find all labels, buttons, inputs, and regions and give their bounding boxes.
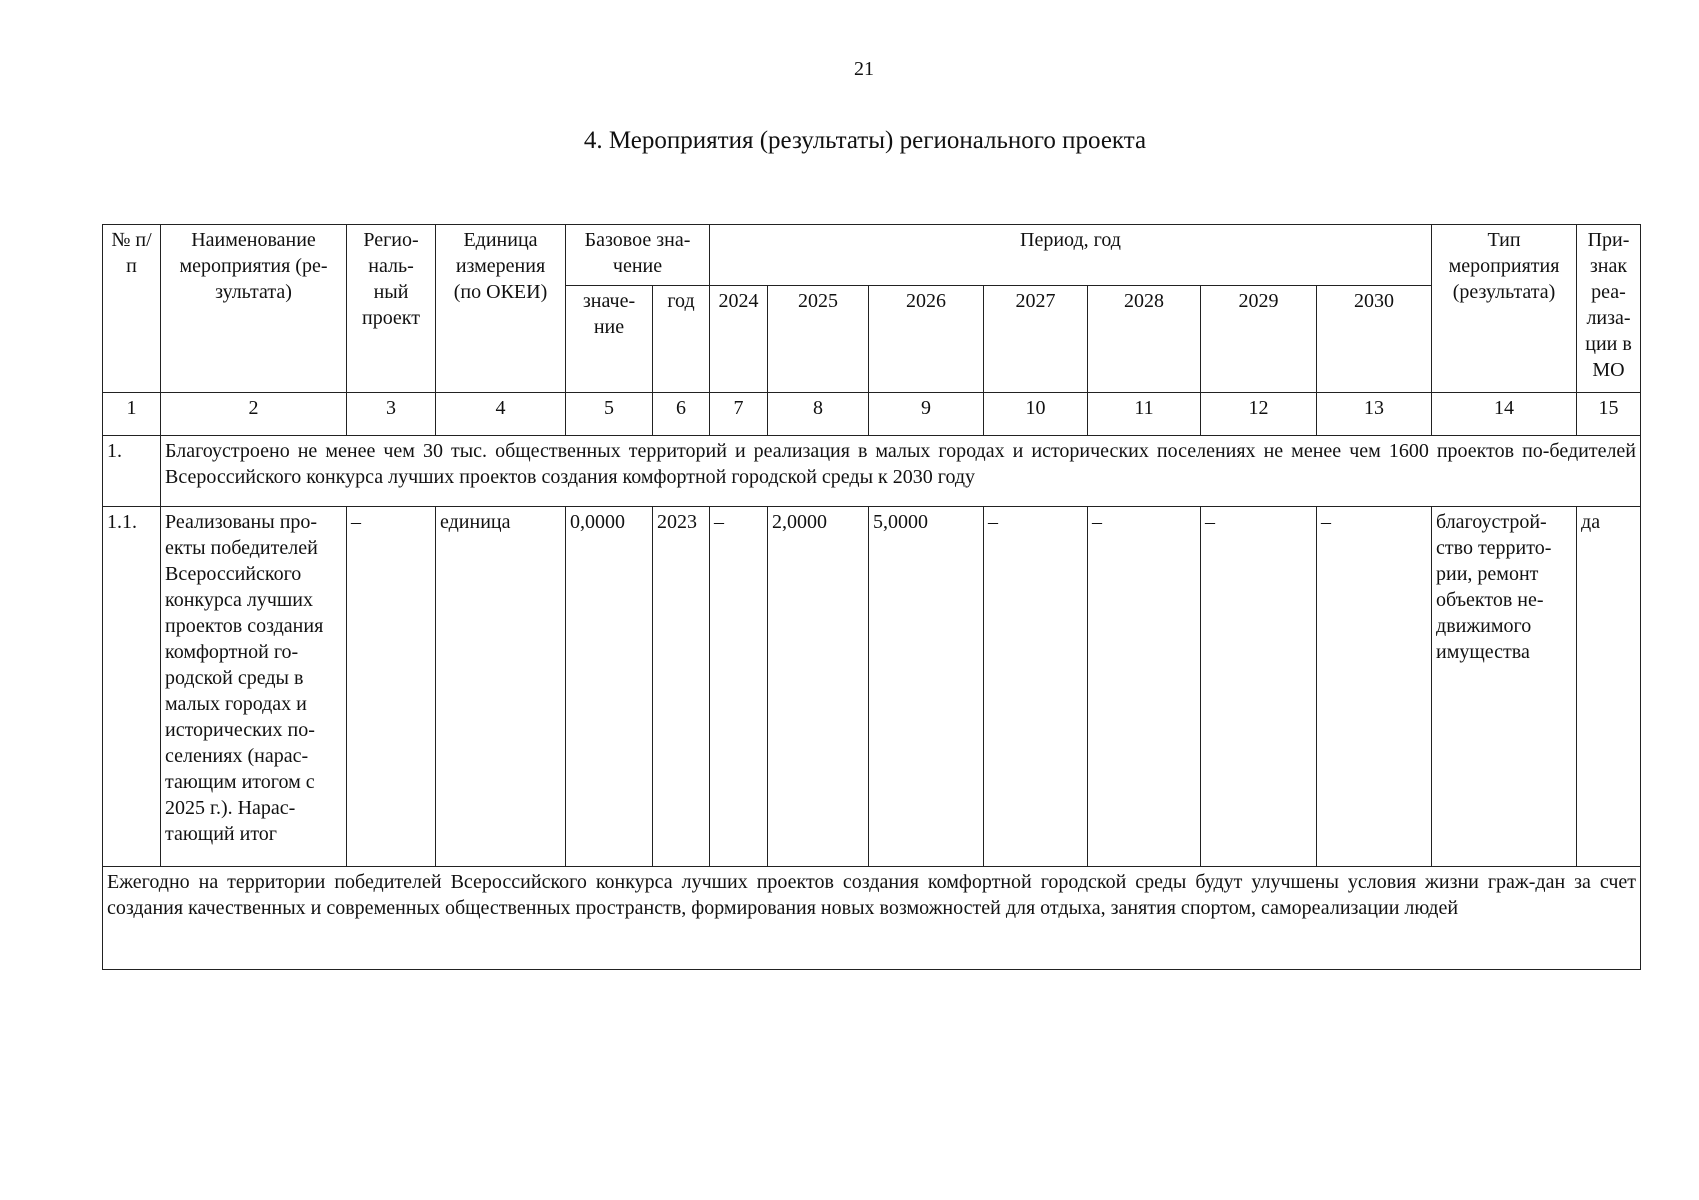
- column-number: 7: [710, 393, 768, 436]
- column-number: 11: [1088, 393, 1201, 436]
- header-base-year: год: [653, 286, 710, 393]
- row-sign: да: [1577, 507, 1641, 867]
- task-num: 1.: [103, 436, 161, 507]
- row-regional-project: –: [347, 507, 436, 867]
- section-title: 4. Мероприятия (результаты) регионального проекта: [583, 127, 1147, 154]
- task-text: Благоустроено не менее чем 30 тыс. общественных территорий и реализация в малых городах и исторических поселениях не менее чем 1600 проектов по-бедителей Всероссийского конкурса лучших проектов создания комфортной городской среды к 2030 году: [161, 436, 1641, 507]
- activities-table: [102, 224, 1641, 970]
- header-name: Наименование мероприятия (ре-зультата): [161, 225, 347, 393]
- description-row: [103, 867, 1641, 970]
- header-year-2027: 2027: [984, 286, 1088, 393]
- header-year-2024: 2024: [710, 286, 768, 393]
- header-row-1: [103, 225, 1641, 286]
- column-number: 14: [1432, 393, 1577, 436]
- row-base-year: 2023: [653, 507, 710, 867]
- header-year-2029: 2029: [1201, 286, 1317, 393]
- row-value-2030: –: [1317, 507, 1432, 867]
- column-number: 6: [653, 393, 710, 436]
- row-description: Ежегодно на территории победителей Всероссийского конкурса лучших проектов создания комфортной городской среды будут улучшены условия жизни граж-дан за счет создания качественных и современных общественных пространств, формирования новых возможностей для отдыха, занятия спортом, самореализации людей: [103, 867, 1641, 970]
- table-row: [103, 507, 1641, 867]
- row-value-2029: –: [1201, 507, 1317, 867]
- row-value-2026: 5,0000: [869, 507, 984, 867]
- row-value-2025: 2,0000: [768, 507, 869, 867]
- row-name: Реализованы про-екты победителей Всероссийского конкурса лучших проектов создания комфортной го-родской среды в малых городах и исторических по-селениях (нарас-тающим итогом с 2025 г.). Нарас-тающий итог: [161, 507, 347, 867]
- header-year-2025: 2025: [768, 286, 869, 393]
- column-numbers-row: [103, 393, 1641, 436]
- column-number: 8: [768, 393, 869, 436]
- header-year-2026: 2026: [869, 286, 984, 393]
- header-sign: При-знак реа-лиза-ции в МО: [1577, 225, 1641, 393]
- header-year-2030: 2030: [1317, 286, 1432, 393]
- column-number: 3: [347, 393, 436, 436]
- column-number: 1: [103, 393, 161, 436]
- column-number: 4: [436, 393, 566, 436]
- header-unit: Единица измерения (по ОКЕИ): [436, 225, 566, 393]
- header-year-2028: 2028: [1088, 286, 1201, 393]
- column-number: 13: [1317, 393, 1432, 436]
- column-number: 10: [984, 393, 1088, 436]
- column-number: 2: [161, 393, 347, 436]
- column-number: 9: [869, 393, 984, 436]
- row-type: благоустрой-ство террито-рии, ремонт объектов не-движимого имущества: [1432, 507, 1577, 867]
- row-unit: единица: [436, 507, 566, 867]
- row-num: 1.1.: [103, 507, 161, 867]
- header-type: Тип мероприятия (результата): [1432, 225, 1577, 393]
- column-number: 15: [1577, 393, 1641, 436]
- column-number: 12: [1201, 393, 1317, 436]
- page-number: 21: [854, 58, 874, 80]
- header-regional-project: Регио-наль-ный проект: [347, 225, 436, 393]
- column-number: 5: [566, 393, 653, 436]
- row-value-2027: –: [984, 507, 1088, 867]
- header-num: № п/п: [103, 225, 161, 393]
- row-value-2024: –: [710, 507, 768, 867]
- header-period: Период, год: [710, 225, 1432, 286]
- row-value-2028: –: [1088, 507, 1201, 867]
- header-base-value: значе-ние: [566, 286, 653, 393]
- row-base-value: 0,0000: [566, 507, 653, 867]
- task-row: [103, 436, 1641, 507]
- header-base: Базовое зна-чение: [566, 225, 710, 286]
